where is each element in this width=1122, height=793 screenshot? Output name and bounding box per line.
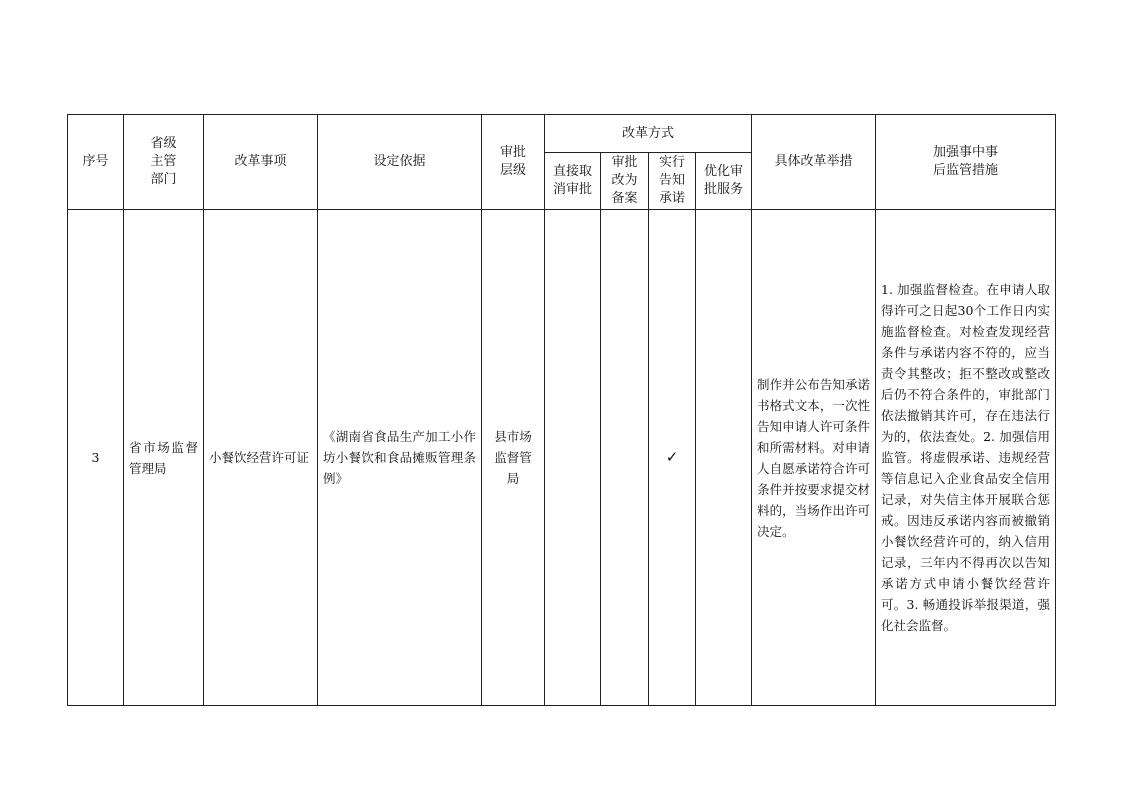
header-item: 改革事项 bbox=[204, 115, 318, 210]
cell-item: 小餐饮经营许可证 bbox=[204, 210, 318, 706]
cell-approval-level: 县市场 监督管 局 bbox=[482, 210, 545, 706]
header-serial: 序号 bbox=[68, 115, 124, 210]
cell-notify bbox=[649, 210, 696, 706]
cell-supervision: 1. 加强监督检查。在申请人取得许可之日起30个工作日内实施监督检查。对检查发现经营条件与承诺内容不符的，应当责令其整改；拒不整改或整改后仍不符合条件的，审批部门依法撤销其许可，存在违法行为的，依法查处。2. 加强信用监管。将虚假承诺、违规经营等信息记入企业食品安全信用记录，对失信主体开展联合惩戒。因违反承诺内容而被撤销小餐饮经营许可的，纳入信用记录，三年内不得再次以告知承诺方式申请小餐饮经营许可。3. 畅通投诉举报渠道，强化社会监督。 bbox=[876, 210, 1056, 706]
cell-department: 省市场监督管理局 bbox=[124, 210, 204, 706]
header-notify: 实行 告知 承诺 bbox=[649, 153, 696, 210]
header-basis: 设定依据 bbox=[318, 115, 482, 210]
reform-table bbox=[67, 114, 1056, 706]
header-supervision: 加强事中事 后监管措施 bbox=[876, 115, 1056, 210]
cell-measures: 制作并公布告知承诺书格式文本，一次性告知申请人许可条件和所需材料。对申请人自愿承诺符合许可条件并按要求提交材料的，当场作出许可决定。 bbox=[752, 210, 876, 706]
cell-basis: 《湖南省食品生产加工小作坊小餐饮和食品摊贩管理条例》 bbox=[318, 210, 482, 706]
header-filing: 审批 改为 备案 bbox=[601, 153, 649, 210]
header-measures: 具体改革举措 bbox=[752, 115, 876, 210]
table-row bbox=[68, 210, 1056, 706]
header-optimize: 优化审 批服务 bbox=[696, 153, 752, 210]
header-reform-method: 改革方式 bbox=[545, 115, 752, 153]
header-approval-level: 审批 层级 bbox=[482, 115, 545, 210]
header-cancel: 直接取 消审批 bbox=[545, 153, 601, 210]
cell-serial: 3 bbox=[68, 210, 124, 706]
cell-cancel bbox=[545, 210, 601, 706]
header-department: 省级 主管 部门 bbox=[124, 115, 204, 210]
cell-filing bbox=[601, 210, 649, 706]
checkmark-icon: ✓ bbox=[665, 448, 679, 466]
cell-optimize bbox=[696, 210, 752, 706]
